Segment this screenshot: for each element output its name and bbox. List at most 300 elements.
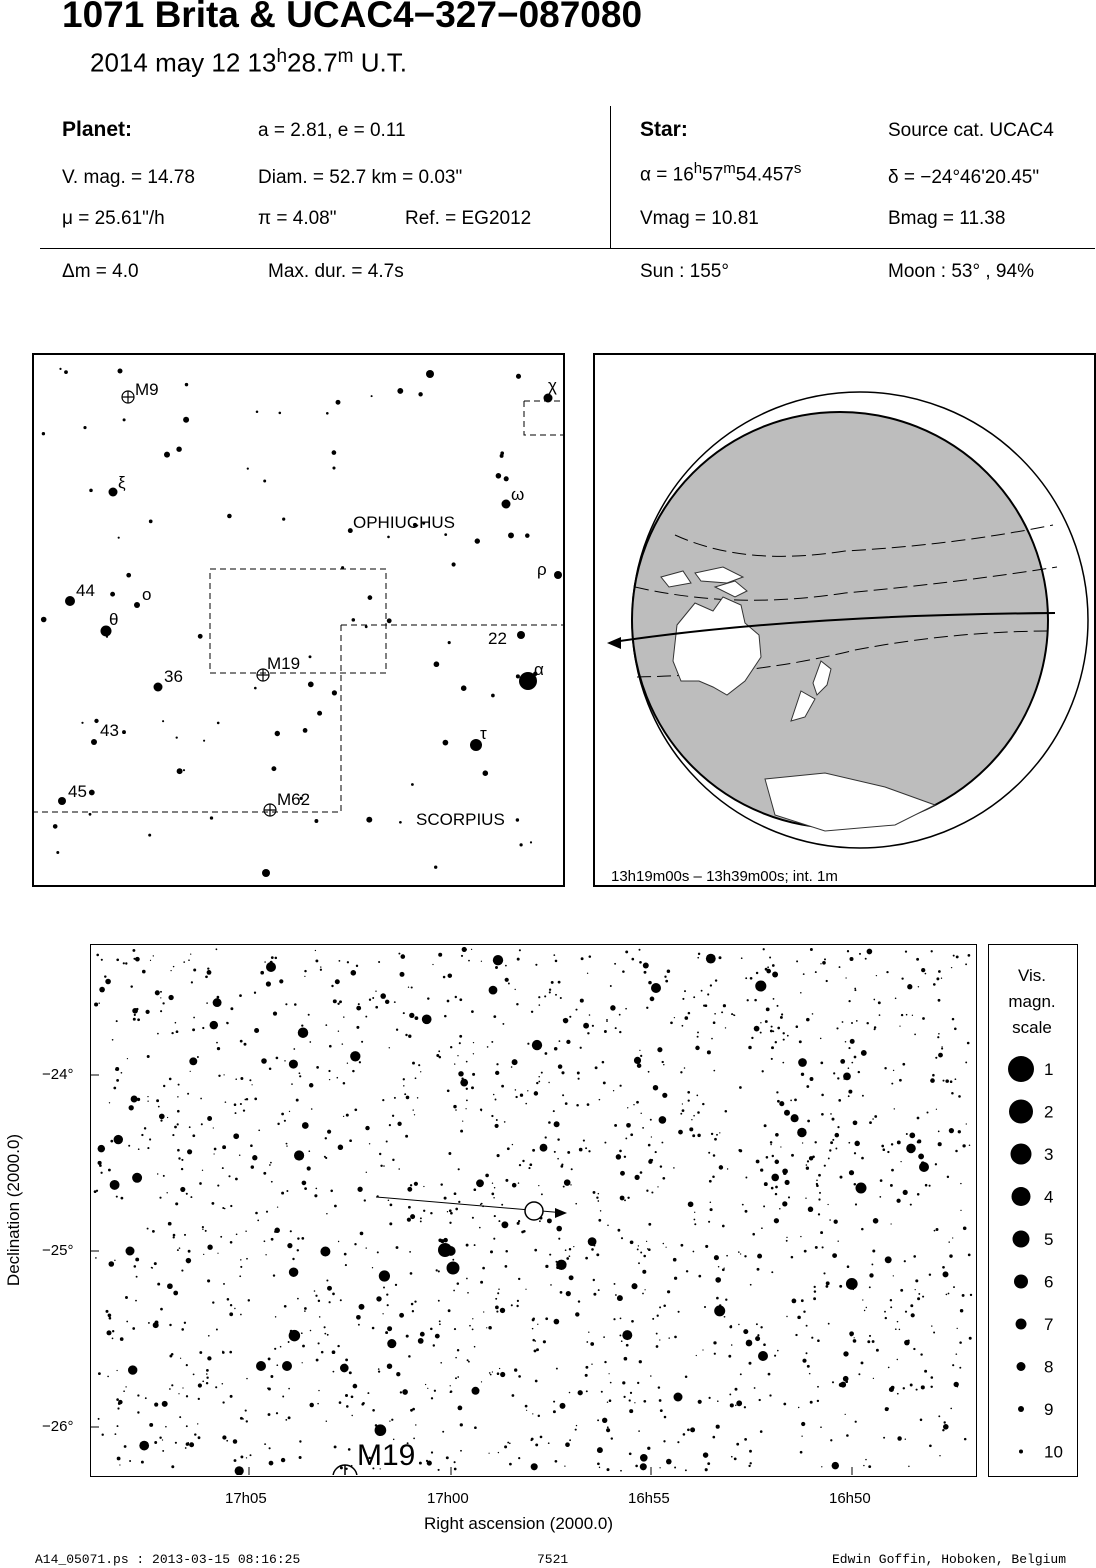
chart-star bbox=[901, 1014, 903, 1016]
chart-star bbox=[962, 1144, 965, 1147]
chart-star bbox=[508, 983, 510, 985]
finder-star bbox=[502, 500, 511, 509]
chart-star bbox=[379, 1153, 381, 1155]
chart-star bbox=[138, 1148, 140, 1150]
chart-star bbox=[697, 1036, 699, 1038]
chart-star bbox=[687, 1428, 690, 1431]
chart-star bbox=[719, 956, 722, 959]
chart-star bbox=[495, 966, 498, 969]
chart-star bbox=[454, 1063, 455, 1064]
finder-star bbox=[397, 388, 403, 394]
chart-star bbox=[214, 1153, 215, 1154]
object-label-m19: M19 bbox=[267, 654, 301, 673]
chart-star bbox=[585, 1366, 588, 1369]
chart-star bbox=[190, 1071, 191, 1072]
chart-star bbox=[748, 1465, 750, 1467]
chart-star bbox=[141, 1134, 143, 1136]
chart-star bbox=[947, 1176, 949, 1178]
chart-star bbox=[345, 1394, 348, 1397]
chart-star bbox=[268, 1357, 271, 1360]
chart-star bbox=[289, 1267, 298, 1276]
chart-star bbox=[883, 1148, 886, 1151]
chart-star bbox=[816, 1180, 818, 1182]
chart-star bbox=[527, 1043, 529, 1045]
chart-star bbox=[132, 1008, 138, 1014]
chart-star bbox=[280, 1346, 282, 1348]
chart-star bbox=[126, 1247, 135, 1256]
chart-star bbox=[476, 1179, 484, 1187]
chart-star bbox=[218, 1075, 220, 1077]
chart-star bbox=[625, 1137, 627, 1139]
chart-star bbox=[192, 1028, 195, 1031]
finder-star bbox=[59, 368, 61, 370]
chart-star bbox=[715, 979, 717, 981]
chart-star bbox=[914, 1034, 916, 1036]
chart-star bbox=[230, 1304, 232, 1306]
chart-star bbox=[616, 1154, 621, 1159]
legend-title-line: scale bbox=[1012, 1018, 1052, 1037]
chart-star bbox=[830, 1113, 832, 1115]
finder-star bbox=[263, 480, 266, 483]
chart-star bbox=[768, 1373, 771, 1376]
finder-star bbox=[303, 728, 308, 733]
star-label-rho: ρ bbox=[537, 560, 547, 579]
chart-star bbox=[173, 1236, 175, 1238]
chart-star bbox=[957, 1328, 958, 1329]
chart-star bbox=[586, 1390, 588, 1392]
chart-star bbox=[332, 1293, 335, 1296]
chart-star bbox=[276, 1412, 278, 1414]
chart-star bbox=[490, 1374, 492, 1376]
chart-star bbox=[906, 1133, 908, 1135]
chart-star bbox=[936, 977, 939, 980]
chart-star bbox=[109, 1317, 112, 1320]
chart-star bbox=[713, 1341, 716, 1344]
chart-star bbox=[848, 1000, 850, 1002]
chart-star bbox=[361, 1403, 364, 1406]
chart-star bbox=[744, 1406, 746, 1408]
chart-star bbox=[531, 1011, 533, 1013]
finder-star bbox=[348, 528, 353, 533]
chart-star bbox=[873, 999, 875, 1001]
chart-star bbox=[840, 1382, 846, 1388]
chart-star bbox=[372, 1409, 375, 1412]
chart-star bbox=[132, 1327, 135, 1330]
chart-star bbox=[714, 1138, 717, 1141]
chart-star bbox=[933, 1332, 935, 1334]
chart-star bbox=[135, 1258, 139, 1262]
chart-star bbox=[938, 1142, 942, 1146]
finder-star bbox=[176, 446, 181, 451]
chart-star bbox=[571, 1168, 573, 1170]
chart-star bbox=[251, 1084, 252, 1085]
chart-star bbox=[647, 1248, 649, 1250]
chart-star bbox=[851, 1062, 853, 1064]
chart-star bbox=[537, 1324, 538, 1325]
chart-star bbox=[288, 1416, 291, 1419]
chart-star bbox=[619, 1014, 621, 1016]
chart-star bbox=[536, 1348, 539, 1351]
chart-star bbox=[535, 1443, 538, 1446]
chart-star bbox=[488, 1453, 489, 1454]
chart-star bbox=[829, 1219, 831, 1221]
chart-star bbox=[382, 1313, 383, 1314]
chart-star bbox=[157, 1033, 159, 1035]
chart-star bbox=[545, 1265, 548, 1268]
chart-star bbox=[759, 1399, 761, 1401]
finder-star bbox=[496, 473, 502, 479]
chart-star bbox=[396, 1246, 399, 1249]
chart-star bbox=[865, 958, 867, 960]
chart-star bbox=[178, 1084, 180, 1086]
chart-star bbox=[862, 1095, 864, 1097]
chart-star bbox=[637, 1248, 639, 1250]
chart-star bbox=[668, 1337, 669, 1338]
chart-star bbox=[619, 1150, 622, 1153]
chart-star bbox=[502, 1023, 504, 1025]
chart-star bbox=[222, 1435, 226, 1439]
chart-star bbox=[907, 984, 912, 989]
chart-star bbox=[956, 1353, 958, 1355]
chart-star bbox=[427, 1461, 432, 1466]
chart-star bbox=[945, 1079, 949, 1083]
chart-star bbox=[296, 1099, 299, 1102]
chart-star bbox=[924, 1370, 927, 1373]
chart-star bbox=[734, 1015, 736, 1017]
chart-star bbox=[446, 1456, 449, 1459]
chart-star bbox=[176, 1030, 179, 1033]
chart-star bbox=[640, 1113, 641, 1114]
finder-star bbox=[126, 573, 131, 578]
chart-star bbox=[710, 984, 712, 986]
chart-star bbox=[314, 1290, 316, 1292]
chart-star bbox=[186, 1193, 188, 1195]
chart-star bbox=[343, 1082, 346, 1085]
chart-star bbox=[660, 1409, 663, 1412]
chart-star bbox=[473, 1188, 476, 1191]
chart-star bbox=[485, 1174, 489, 1178]
chart-star bbox=[555, 960, 558, 963]
chart-star bbox=[556, 1261, 558, 1263]
chart-star bbox=[848, 1142, 850, 1144]
chart-star bbox=[606, 1020, 608, 1022]
chart-star bbox=[304, 1307, 307, 1310]
chart-star bbox=[494, 1215, 496, 1217]
chart-star bbox=[780, 1146, 781, 1147]
chart-star bbox=[955, 1078, 957, 1080]
chart-star bbox=[564, 1465, 565, 1466]
chart-star bbox=[299, 1440, 301, 1442]
chart-star bbox=[643, 1255, 646, 1258]
chart-star bbox=[326, 1421, 327, 1422]
chart-star bbox=[822, 961, 826, 965]
finder-star bbox=[516, 818, 519, 821]
chart-star bbox=[404, 1093, 406, 1095]
chart-star bbox=[664, 976, 666, 978]
finder-star bbox=[254, 687, 257, 690]
chart-star bbox=[603, 1081, 606, 1084]
finder-star bbox=[210, 816, 213, 819]
hour-unit: h bbox=[276, 46, 288, 67]
chart-star bbox=[329, 1045, 332, 1048]
star-label-chi: χ bbox=[548, 376, 557, 395]
chart-star bbox=[248, 1299, 250, 1301]
chart-star bbox=[847, 1265, 850, 1268]
chart-star bbox=[839, 966, 841, 968]
chart-star bbox=[820, 1231, 823, 1234]
chart-star bbox=[482, 1267, 485, 1270]
chart-star bbox=[697, 1134, 700, 1137]
chart-star bbox=[609, 1373, 610, 1374]
legend-magnitude-label: 9 bbox=[1044, 1400, 1054, 1419]
chart-star bbox=[137, 1018, 140, 1021]
chart-star bbox=[331, 985, 333, 987]
chart-star bbox=[264, 1240, 266, 1242]
chart-star bbox=[320, 969, 322, 971]
chart-star bbox=[216, 1329, 218, 1331]
chart-star bbox=[460, 1130, 463, 1133]
chart-star bbox=[576, 1425, 577, 1426]
chart-star bbox=[934, 1230, 936, 1232]
chart-star bbox=[919, 1162, 929, 1172]
footer-author: Edwin Goffin, Hoboken, Belgium bbox=[832, 1552, 1067, 1567]
chart-star bbox=[152, 1267, 154, 1269]
chart-star bbox=[683, 1433, 686, 1436]
chart-star bbox=[512, 1144, 513, 1145]
chart-star bbox=[603, 1336, 605, 1338]
chart-star bbox=[878, 1001, 881, 1004]
chart-star bbox=[177, 1249, 179, 1251]
chart-star bbox=[496, 1119, 498, 1121]
chart-star bbox=[450, 1385, 451, 1386]
chart-star bbox=[100, 1172, 102, 1174]
chart-star bbox=[848, 1067, 850, 1069]
chart-star bbox=[592, 1025, 594, 1027]
chart-star bbox=[615, 1294, 617, 1296]
chart-star bbox=[246, 1098, 248, 1100]
chart-star bbox=[491, 1041, 493, 1043]
chart-star bbox=[316, 1066, 319, 1069]
chart-star bbox=[832, 1118, 835, 1121]
chart-star bbox=[899, 1079, 902, 1082]
chart-star bbox=[145, 1010, 149, 1014]
chart-star bbox=[414, 1300, 416, 1302]
legend-magnitude-label: 2 bbox=[1044, 1102, 1054, 1122]
chart-star bbox=[412, 1062, 415, 1065]
chart-star bbox=[106, 1310, 109, 1313]
chart-star bbox=[621, 1237, 623, 1239]
chart-star bbox=[697, 1031, 699, 1033]
chart-star bbox=[365, 1126, 369, 1130]
chart-star bbox=[709, 1180, 712, 1183]
chart-star bbox=[189, 1126, 191, 1128]
chart-star bbox=[619, 1334, 621, 1336]
chart-star bbox=[386, 1140, 388, 1142]
star-vmag: Vmag = 10.81 bbox=[640, 208, 759, 229]
chart-star bbox=[163, 1085, 165, 1087]
chart-star bbox=[938, 999, 941, 1002]
chart-star bbox=[410, 1272, 413, 1275]
chart-star bbox=[291, 1083, 293, 1085]
chart-star bbox=[512, 1183, 517, 1188]
chart-star bbox=[791, 1154, 794, 1157]
cluster-symbol-m9 bbox=[122, 391, 134, 403]
chart-star bbox=[223, 1283, 225, 1285]
chart-star bbox=[270, 1162, 272, 1164]
chart-star bbox=[651, 1136, 652, 1137]
chart-star bbox=[770, 1144, 772, 1146]
chart-star bbox=[532, 1318, 535, 1321]
chart-star bbox=[150, 960, 151, 961]
chart-star bbox=[498, 1220, 500, 1222]
chart-star bbox=[352, 1070, 354, 1072]
chart-star bbox=[751, 1037, 753, 1039]
chart-star bbox=[378, 1370, 380, 1372]
chart-star bbox=[897, 1359, 898, 1360]
chart-star bbox=[342, 1043, 343, 1044]
legend-dots bbox=[989, 945, 1075, 1475]
chart-star bbox=[474, 1426, 477, 1429]
chart-star bbox=[356, 1006, 361, 1011]
chart-star bbox=[217, 996, 220, 999]
chart-star bbox=[630, 1392, 632, 1394]
chart-star bbox=[147, 1228, 149, 1230]
finder-chart-svg bbox=[34, 355, 563, 885]
planet-heading: Planet: bbox=[62, 118, 133, 141]
chart-star bbox=[198, 1398, 200, 1400]
chart-star bbox=[462, 947, 467, 952]
chart-star bbox=[938, 1131, 940, 1133]
finder-star bbox=[89, 790, 95, 796]
finder-star bbox=[83, 426, 86, 429]
chart-star bbox=[929, 1273, 931, 1275]
chart-star bbox=[123, 962, 125, 964]
chart-star bbox=[495, 1306, 499, 1310]
chart-star bbox=[205, 1230, 207, 1232]
chart-star bbox=[757, 1268, 760, 1271]
chart-star bbox=[415, 1077, 417, 1079]
star-label-theta: θ bbox=[109, 610, 119, 629]
chart-star bbox=[486, 1327, 487, 1328]
chart-star bbox=[489, 1372, 491, 1374]
chart-star bbox=[604, 1142, 606, 1144]
chart-star bbox=[483, 1311, 484, 1312]
chart-star bbox=[132, 1173, 142, 1183]
chart-star bbox=[375, 1424, 378, 1427]
chart-star bbox=[637, 1382, 639, 1384]
chart-star bbox=[569, 1392, 571, 1394]
legend-magnitude-dot bbox=[1016, 1319, 1027, 1330]
chart-star bbox=[749, 1362, 752, 1365]
chart-star bbox=[302, 1345, 305, 1348]
legend-magnitude-dot bbox=[1012, 1187, 1031, 1206]
chart-star bbox=[662, 1177, 665, 1180]
chart-star bbox=[493, 1238, 495, 1240]
chart-star bbox=[650, 1119, 652, 1121]
chart-star bbox=[351, 1415, 352, 1416]
chart-star bbox=[179, 1416, 181, 1418]
chart-star bbox=[689, 1127, 693, 1131]
chart-star bbox=[844, 1078, 845, 1079]
chart-star bbox=[595, 1066, 598, 1069]
chart-star bbox=[147, 1101, 148, 1102]
chart-star bbox=[385, 1331, 388, 1334]
chart-star bbox=[383, 1287, 385, 1289]
chart-star bbox=[731, 1013, 733, 1015]
finder-star bbox=[365, 625, 368, 628]
chart-star bbox=[315, 950, 316, 951]
chart-star bbox=[447, 1211, 448, 1212]
chart-star bbox=[557, 1138, 559, 1140]
chart-star bbox=[648, 981, 652, 985]
chart-star bbox=[766, 969, 771, 974]
chart-star bbox=[790, 1100, 792, 1102]
chart-star bbox=[549, 991, 551, 993]
chart-star bbox=[921, 1385, 925, 1389]
chart-star bbox=[347, 961, 349, 963]
chart-star bbox=[378, 961, 380, 963]
finder-star bbox=[56, 851, 59, 854]
chart-star bbox=[935, 1163, 937, 1165]
chart-star bbox=[640, 1252, 642, 1254]
chart-star bbox=[509, 1442, 511, 1444]
chart-star bbox=[639, 1360, 642, 1363]
chart-star bbox=[326, 1213, 327, 1214]
finder-star bbox=[444, 533, 447, 536]
chart-star bbox=[240, 1417, 243, 1420]
finder-star bbox=[483, 770, 489, 776]
chart-star bbox=[783, 1039, 785, 1041]
chart-star bbox=[149, 1138, 151, 1140]
chart-star bbox=[614, 963, 616, 965]
chart-star bbox=[968, 954, 971, 957]
chart-star bbox=[408, 1355, 411, 1358]
chart-star bbox=[614, 1283, 616, 1285]
chart-star bbox=[905, 1438, 906, 1439]
chart-star bbox=[659, 1399, 662, 1402]
chart-star bbox=[249, 1079, 251, 1081]
chart-star bbox=[276, 1057, 279, 1060]
chart-star bbox=[189, 1057, 197, 1065]
ra-tick-label: 16h50 bbox=[829, 1490, 871, 1507]
chart-star bbox=[593, 1279, 595, 1281]
chart-star bbox=[292, 1258, 294, 1260]
chart-star bbox=[590, 1342, 594, 1346]
chart-star bbox=[149, 1423, 153, 1427]
chart-star bbox=[287, 1243, 292, 1248]
chart-star bbox=[663, 1064, 664, 1065]
chart-star bbox=[667, 1290, 670, 1293]
chart-star bbox=[600, 1210, 601, 1211]
chart-star bbox=[910, 1204, 912, 1206]
chart-star bbox=[359, 1061, 361, 1063]
chart-star bbox=[596, 1253, 599, 1256]
chart-star bbox=[840, 1285, 841, 1286]
chart-star bbox=[327, 1130, 331, 1134]
chart-star bbox=[757, 1334, 759, 1336]
chart-star bbox=[461, 1077, 463, 1079]
chart-star bbox=[452, 1259, 454, 1261]
chart-star bbox=[254, 1098, 257, 1101]
chart-star bbox=[227, 1298, 230, 1301]
chart-star bbox=[207, 970, 212, 975]
chart-star bbox=[560, 1165, 563, 1168]
finder-star bbox=[256, 410, 259, 413]
chart-star bbox=[277, 1123, 279, 1125]
chart-star bbox=[663, 1440, 665, 1442]
chart-star bbox=[294, 1150, 304, 1160]
finder-star bbox=[164, 452, 170, 458]
